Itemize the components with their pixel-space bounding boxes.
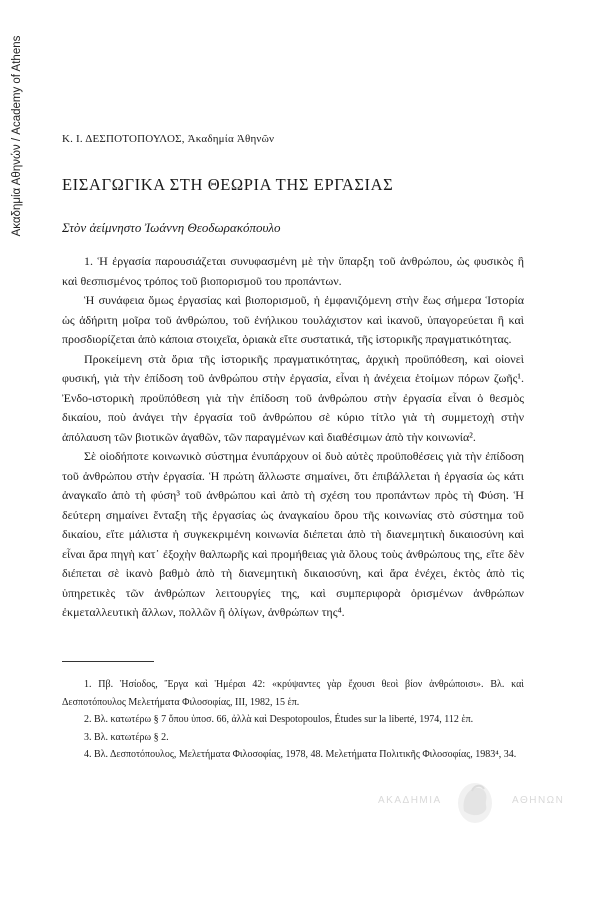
footnote: 1. Πβ. Ἡσίοδος, Ἔργα καὶ Ἡμέραι 42: «κρύψαντες γὰρ ἔχουσι θεοὶ βίον ἀνθρώποισι». Βλ. καὶ Δεσποτόπουλος Μελετήματα Φιλοσοφίας, ΙΙΙ, 1982, 15 ἑπ. xyxy=(62,679,524,708)
watermark-text-left: ΑΚΑΔΗΜΙΑ xyxy=(378,795,442,806)
footnote: 2. Βλ. κατωτέρω § 7 ὅπου ὑποσ. 66, ἀλλὰ καὶ Despotopoulos, Études sur la liberté, 1974, 112 ἑπ. xyxy=(84,714,474,725)
paragraph: Ἡ συνάφεια ὅμως ἐργασίας καὶ βιοπορισμοῦ, ἡ ἐμφανιζόμενη στὴν ἕως σήμερα Ἱστορία ὡς ἀδήριτη μοῖρα τοῦ ἀνθρώπου, τοῦ ἐνήλικου τουλάχιστον καὶ ἱκανοῦ, ὑπαγορεύεται ἢ καὶ προσδιορίζεται ἀπὸ κάποια στοιχεῖα, ὁριακὰ εἴτε συστατικά, τῆς ἱστορικῆς πραγματικότητας. xyxy=(62,293,524,346)
footnotes xyxy=(62,676,524,764)
athena-seal-icon xyxy=(448,781,502,825)
side-label-text: Ακαδημία Αθηνών / Academy of Athens xyxy=(11,35,23,237)
author-line: Κ. Ι. ΔΕΣΠΟΤΟΠΟΥΛΟΣ, Ἀκαδημία Ἀθηνῶν xyxy=(62,133,275,145)
academy-watermark xyxy=(378,775,574,827)
paragraph: 1. Ἡ ἐργασία παρουσιάζεται συνυφασμένη μὲ τὴν ὕπαρξη τοῦ ἀνθρώπου, ὡς φυσικὸς ἢ καὶ θεσπισμένος τρόπος τοῦ βιοπορισμοῦ του προπάντων. xyxy=(62,254,524,288)
footnote: 4. Βλ. Δεσποτόπουλος, Μελετήματα Φιλοσοφίας, 1978, 48. Μελετήματα Πολιτικῆς Φιλοσοφίας, 1983⁴, 34. xyxy=(84,749,517,760)
watermark-text-right: ΑΘΗΝΩΝ xyxy=(512,795,565,806)
paragraph: Προκείμενη στὰ ὅρια τῆς ἱστορικῆς πραγματικότητας, ἀρχικὴ προϋπόθεση, καὶ οἱονεὶ φυσική, γιὰ τὴν ἐπίδοση τοῦ ἀνθρώπου στὴν ἐργασία, εἶναι ἡ ἀνέχεια ἑτοίμων πόρων ζωῆς¹. Ἐνδο-ιστορικὴ προϋπόθεση γιὰ τὴν ἐπίδοση τοῦ ἀνθρώπου στὴν ἐργασία εἶναι ὁ θεσμὸς δικαίου, ποὺ ἀνάγει τὴν ἐργασία τοῦ ἀνθρώπου σὲ κύριο τίτλο γιὰ τὴ συμμετοχὴ στὴν ἀπόλαυση τῶν βιοτικῶν ἀγαθῶν, τῶν παραγμένων καὶ διαθέσιμων ἀπὸ τὴν κοινωνία². xyxy=(62,351,524,444)
article-title: ΕΙΣΑΓΩΓΙΚΑ ΣΤΗ ΘΕΩΡΙΑ ΤΗΣ ΕΡΓΑΣΙΑΣ xyxy=(62,175,394,194)
dedication: Στὸν ἀείμνηστο Ἰωάννη Θεοδωρακόπουλο xyxy=(62,220,281,235)
paragraph: Σὲ οἱοδήποτε κοινωνικὸ σύστημα ἐνυπάρχουν οἱ δυὸ αὐτὲς προϋποθέσεις γιὰ τὴν ἐπίδοση τοῦ ἀνθρώπου στὴν ἐργασία. Ἡ πρώτη ἄλλωστε σημαίνει, ὅτι ἐπιβάλλεται ἡ ἐργασία ὡς κάτι ἀναγκαῖο ἀπὸ τὴ φύση³ τοῦ ἀνθρώπου καὶ ἀπὸ τὴ σχέση του προπάντων πρὸς τὴ Φύση. Ἡ δεύτερη σημαίνει ἔνταξη τῆς ἐργασίας ὡς ἀναγκαίου ὅρου τῆς κοινωνίας στὸ σύστημα τοῦ δικαίου, εἴτε μάλιστα ἡ συγκεκριμένη κοινωνία διέπεται ἀπὸ τὴ διανεμητικὴ δικαιοσύνη καὶ εἶναι ἄρα πηγὴ κατ᾿ ἐξοχὴν θαλπωρῆς καὶ προμήθειας γιὰ ὅλους τοὺς ἀνθρώπους της, εἴτε δὲν διέπεται σὲ ἱκανὸ βαθμὸ ἀπὸ τὴ διανεμητικὴ δικαιοσύνη, καὶ ἄρα ἐνέχει, ἐκτὸς ἀπὸ τὶς ὑπηρετικὲς τῶν ἀνθρώπων λειτουργίες της, καὶ συμπεριφορὰ ὁρισμένων ἀνθρώπων ἐκμεταλλευτικὴ ἄλλων, πολλῶν ἢ ὀλίγων, ἀνθρώπων της⁴. xyxy=(62,449,524,619)
article-body xyxy=(62,252,524,623)
footnote: 3. Βλ. κατωτέρω § 2. xyxy=(84,731,169,743)
side-label xyxy=(8,16,26,256)
footnote-divider xyxy=(62,661,154,662)
